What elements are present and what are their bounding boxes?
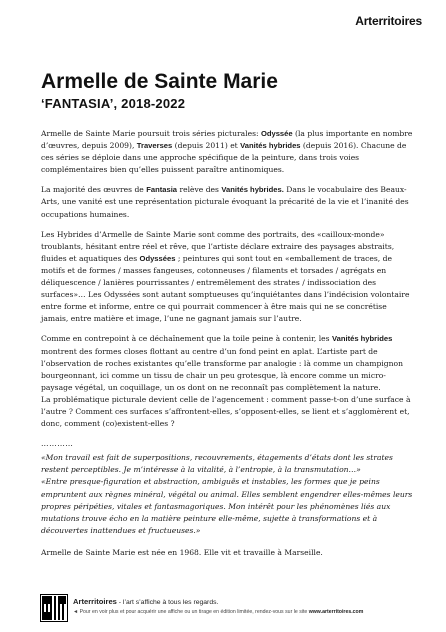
arrow-icon: ◄ [73, 609, 80, 615]
text-run: Dans le vocabulaire des Beaux-Arts, une vanité est une représentation picturale évoquant la précarité de la vie et l’inanité des occupations humaines. [41, 185, 409, 219]
series-name-traverses: Traverses [136, 141, 173, 151]
separator-dots: ………… [41, 439, 74, 449]
paragraph-3 [41, 229, 413, 326]
text-run: ; peintures qui sont tout en «emballement de traces, de motifs et de formes / masses fangeuses, cotonneuses / filaments et torsades / agrégats en déliquescence / lanières pourrissantes / entremêlement des strates / indissociation des surfaces»… Les Odyssées sont autant somptueuses qu’inquiétantes dans l’indécision volontaire entre forme et informe, entre ce qui pourrait commencer à être mais qui ne se concrétise jamais, entre matière et image, l’une ne gagnant jamais sur l’autre. [41, 253, 410, 324]
series-name-odyssee: Odyssée [260, 129, 293, 138]
exhibition-name: Fantasia [146, 185, 178, 195]
text-run: La majorité des œuvres de [41, 185, 147, 195]
brand-logo: Arterritoires [355, 14, 422, 28]
page-subtitle: ‘FANTASIA’, 2018-2022 [41, 96, 186, 111]
series-name-vanites: Vanités hybrides [331, 334, 393, 344]
quote-line-2: «Entre presque-figuration et abstraction, ambiguës et instables, les formes que je peins empruntent aux règnes minéral, végétal ou animal. Elles semblent engendrer elles-mêmes leurs propres péripéties, vitales et fantasmagoriques. Mon intérêt pour les phénomènes liés aux mutations trouve écho en la matière peinture elle-même, sujette à transformations et à découvertes inattendues et fructueuses.» [41, 477, 413, 535]
footer-note [73, 609, 363, 615]
text-run: (depuis 2016). Chacune de ces séries se déploie dans une approche spécifique de la peinture, dans trois voies complémentaires bien qu’elles puissent paraître antinomiques. [41, 141, 407, 175]
text-run: montrent des formes closes flottant au centre d’un fond peint en aplat. L’artiste part de l’observation de roches existantes qu’elle transforme par analogie : là comme un champignon bourgeonnant, ici comme un tissu de chair un peu grotesque, là encore comme un micro-paysage végétal, un coquillage, un os dont on ne reconnaît pas complètement la nature. [41, 346, 403, 392]
footer-tagline [73, 597, 218, 606]
artist-bio: Armelle de Sainte Marie est née en 1968. Elle vit et travaille à Marseille. [41, 547, 323, 557]
footer-tagline-text: - l’art s’affiche à tous les regards. [116, 599, 219, 606]
page-title: Armelle de Sainte Marie [41, 70, 278, 93]
article-body [41, 128, 413, 567]
qr-code-icon[interactable] [41, 595, 67, 621]
series-name-odyssees: Odyssées [139, 253, 176, 263]
series-name-vanites: Vanités hybrides [240, 141, 301, 151]
text-run: Comme en contrepoint à ce déchaînement que la toile peine à contenir, les [41, 334, 332, 344]
website-link[interactable]: www.arterritoires.com [308, 609, 364, 615]
text-run: (la plus importante en nombre d’œuvres, depuis 2009), [41, 129, 413, 151]
text-run: Armelle de Sainte Marie poursuit trois séries picturales: [41, 129, 261, 138]
quote-line-1: «Mon travail est fait de superpositions, recouvrements, étagements d’états dont les strates restent perceptibles. Je m’intéresse à la vitalité, à l’entropie, à la transmutation…» [41, 453, 393, 475]
footer-brand: Arterritoires [73, 597, 117, 606]
series-name-vanites: Vanités hybrides. [221, 185, 284, 195]
paragraph-4 [41, 333, 413, 430]
text-run: La problématique picturale devient celle de l’agencement : comment passe-t-on d’une surface à l’autre ? Comment ces surfaces s’affrontent-elles, s’opposent-elles, se lient et s’agglomèrent et, donc, comment (co)existent-elles ? [41, 394, 411, 429]
footer-note-text: Pour en voir plus et pour acquérir une affiche ou un tirage en édition limitée, rendez-vous sur le site [79, 609, 309, 615]
text-run: Les Hybrides d’Armelle de Sainte Marie sont comme des portraits, des «cailloux-monde» troublants, hésitant entre réel et rêve, que l’artiste déclare extraire des paysages abstraits, fluides et aquatiques des [41, 229, 395, 263]
text-run: (depuis 2011) et [172, 141, 241, 151]
paragraph-1 [41, 128, 413, 176]
artist-quote [41, 452, 413, 537]
text-run: relève des [177, 185, 222, 195]
paragraph-2 [41, 184, 413, 220]
